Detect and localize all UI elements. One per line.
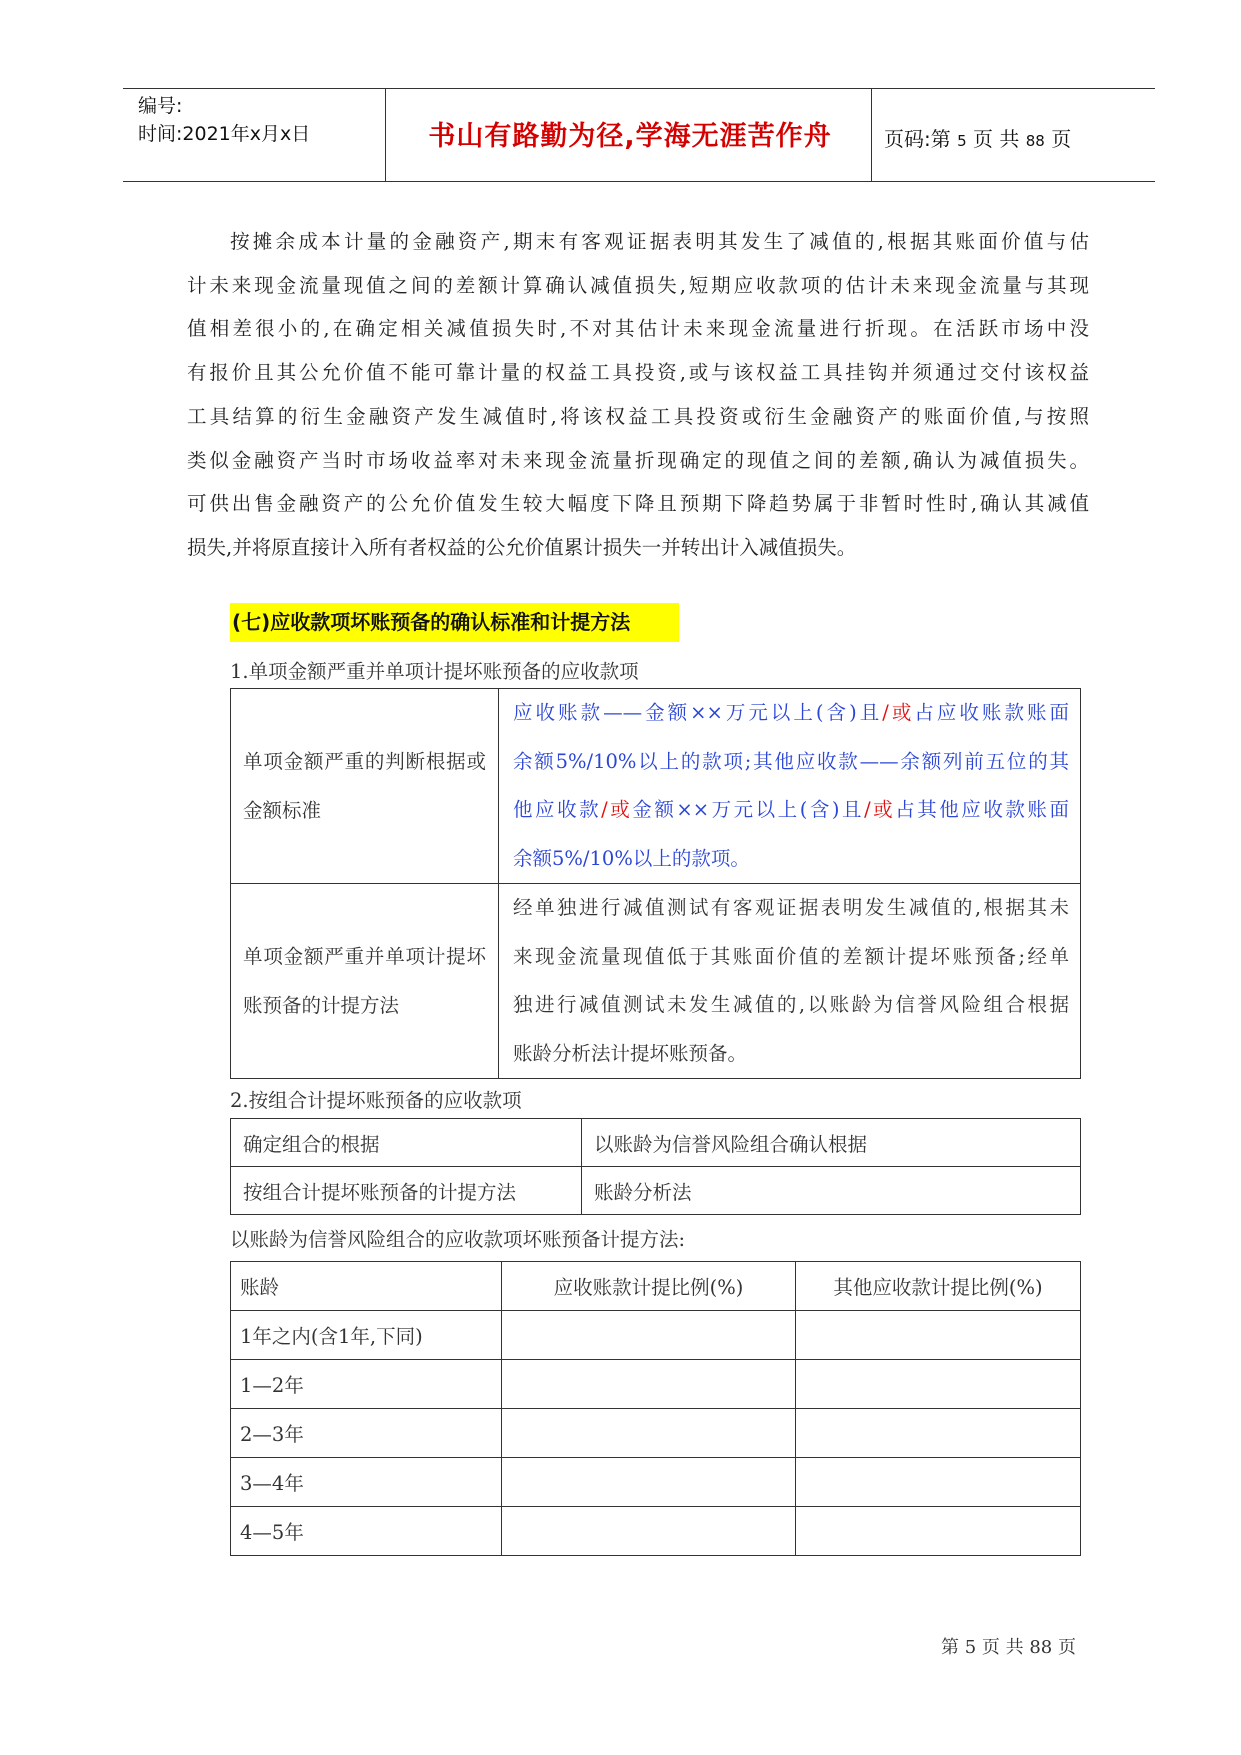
- table-cell: 2—3年: [231, 1409, 502, 1458]
- table-cell: [796, 1507, 1081, 1556]
- content-text: 占应收账款账面: [914, 701, 1069, 724]
- page-footer: 第 5 页 共 88 页: [941, 1637, 1076, 1658]
- table-row: [231, 884, 1081, 1079]
- header-page-mid: 页 共: [973, 127, 1020, 151]
- column-header: 账龄: [231, 1262, 502, 1311]
- table-row: [231, 1409, 1081, 1458]
- table-row: [231, 1167, 1081, 1215]
- header-motto: 书山有路勤为径,学海无涯苦作舟: [428, 121, 832, 152]
- table-row: [231, 1311, 1081, 1360]
- paragraph-line: 值相差很小的,在确定相关减值损失时,不对其估计未来现金流量进行折现。在活跃市场中没: [187, 317, 1089, 341]
- content-line: 独进行减值测试未发生减值的,以账龄为信誉风险组合根据: [513, 993, 1069, 1016]
- content-text-red: /或: [864, 798, 896, 821]
- table-cell: [796, 1360, 1081, 1409]
- table-row: [231, 1458, 1081, 1507]
- table1-row2-label: 单项金额严重并单项计提坏账预备的计提方法: [231, 884, 499, 1079]
- table-cell: [502, 1360, 796, 1409]
- content-line: 账龄分析法计提坏账预备。: [513, 1041, 748, 1065]
- table1-row1-label: 单项金额严重的判断根据或金额标准: [231, 689, 499, 884]
- header-divider-left: [385, 89, 386, 182]
- table-cell: 账龄分析法: [582, 1167, 1081, 1215]
- content-text: 应收账款——金额××万元以上(含)且: [513, 701, 883, 724]
- content-line: 余额5%/10%以上的款项。: [513, 846, 750, 870]
- table-cell: 确定组合的根据: [231, 1119, 582, 1167]
- header-page-current: 5: [957, 132, 967, 150]
- aging-method-note: 以账龄为信誉风险组合的应收款项坏账预备计提方法:: [230, 1228, 686, 1251]
- header-number-label: 编号:: [138, 95, 183, 117]
- table-row: [231, 1119, 1081, 1167]
- table1-row1-content: [499, 689, 1081, 884]
- table-cell: [796, 1409, 1081, 1458]
- content-text: 占其他应收款账面: [895, 798, 1069, 821]
- content-text-red: /或: [882, 701, 915, 724]
- table-cell: 4—5年: [231, 1507, 502, 1556]
- paragraph-line: 损失,并将原直接计入所有者权益的公允价值累计损失一并转出计入减值损失。: [187, 535, 857, 559]
- table-cell: [502, 1458, 796, 1507]
- content-line: 来现金流量现值低于其账面价值的差额计提坏账预备;经单: [513, 944, 1069, 968]
- paragraph-line: 有报价且其公允价值不能可靠计量的权益工具投资,或与该权益工具挂钩并须通过交付该权益: [187, 361, 1089, 385]
- subheading-1: 1.单项金额严重并单项计提坏账预备的应收款项: [230, 660, 639, 683]
- table-cell: 1—2年: [231, 1360, 502, 1409]
- portfolio-receivables-table: [230, 1118, 1081, 1215]
- header-page-info: [884, 123, 1071, 152]
- content-line: [513, 689, 1069, 738]
- table-cell: [796, 1311, 1081, 1360]
- content-text: 他应收款: [513, 798, 602, 821]
- header-meta: [138, 92, 310, 148]
- table-cell: [796, 1458, 1081, 1507]
- aging-ratio-table: [230, 1261, 1081, 1556]
- section-heading: (七)应收款项坏账预备的确认标准和计提方法: [230, 603, 679, 642]
- table-row: [231, 1360, 1081, 1409]
- header-bottom-rule: [123, 181, 1155, 182]
- subheading-2: 2.按组合计提坏账预备的应收款项: [230, 1089, 522, 1112]
- table-cell: [502, 1409, 796, 1458]
- content-text: 金额××万元以上(含)且: [632, 798, 865, 821]
- table-cell: 按组合计提坏账预备的计提方法: [231, 1167, 582, 1215]
- paragraph-line: 工具结算的衍生金融资产发生减值时,将该权益工具投资或衍生金融资产的账面价值,与按照: [187, 404, 1089, 428]
- content-text-red: /或: [601, 798, 633, 821]
- paragraph-line: 计未来现金流量现值之间的差额计算确认减值损失,短期应收款项的估计未来现金流量与其现: [187, 273, 1089, 297]
- paragraph-line: 类似金融资产当时市场收益率对未来现金流量折现确定的现值之间的差额,确认为减值损失。: [187, 448, 1089, 472]
- individual-receivables-table: [230, 688, 1081, 1079]
- header-time-label: 时间:2021年x月x日: [138, 123, 311, 145]
- paragraph-line: 可供出售金融资产的公允价值发生较大幅度下降且预期下降趋势属于非暂时性时,确认其减值: [187, 492, 1089, 516]
- table-row: [231, 1507, 1081, 1556]
- table1-row2-content: [499, 884, 1081, 1079]
- table-cell: [502, 1507, 796, 1556]
- table-cell: 3—4年: [231, 1458, 502, 1507]
- header-page-total: 88: [1025, 132, 1045, 150]
- content-line: [513, 786, 1069, 835]
- content-line: 余额5%/10%以上的款项;其他应收款——余额列前五位的其: [513, 749, 1069, 773]
- table-cell: 1年之内(含1年,下同): [231, 1311, 502, 1360]
- content-line: 经单独进行减值测试有客观证据表明发生减值的,根据其未: [513, 896, 1069, 919]
- body-paragraph: [187, 220, 1089, 570]
- column-header: 其他应收款计提比例(%): [796, 1262, 1081, 1311]
- table-cell: [502, 1311, 796, 1360]
- table-header-row: [231, 1262, 1081, 1311]
- header-page-suffix: 页: [1051, 127, 1072, 151]
- header-page-label: 页码:第: [884, 127, 951, 151]
- paragraph-line: 按摊余成本计量的金融资产,期末有客观证据表明其发生了减值的,根据其账面价值与估: [230, 230, 1089, 253]
- header-top-rule: [123, 88, 1155, 89]
- table-cell: 以账龄为信誉风险组合确认根据: [582, 1119, 1081, 1167]
- column-header: 应收账款计提比例(%): [502, 1262, 796, 1311]
- table-row: [231, 689, 1081, 884]
